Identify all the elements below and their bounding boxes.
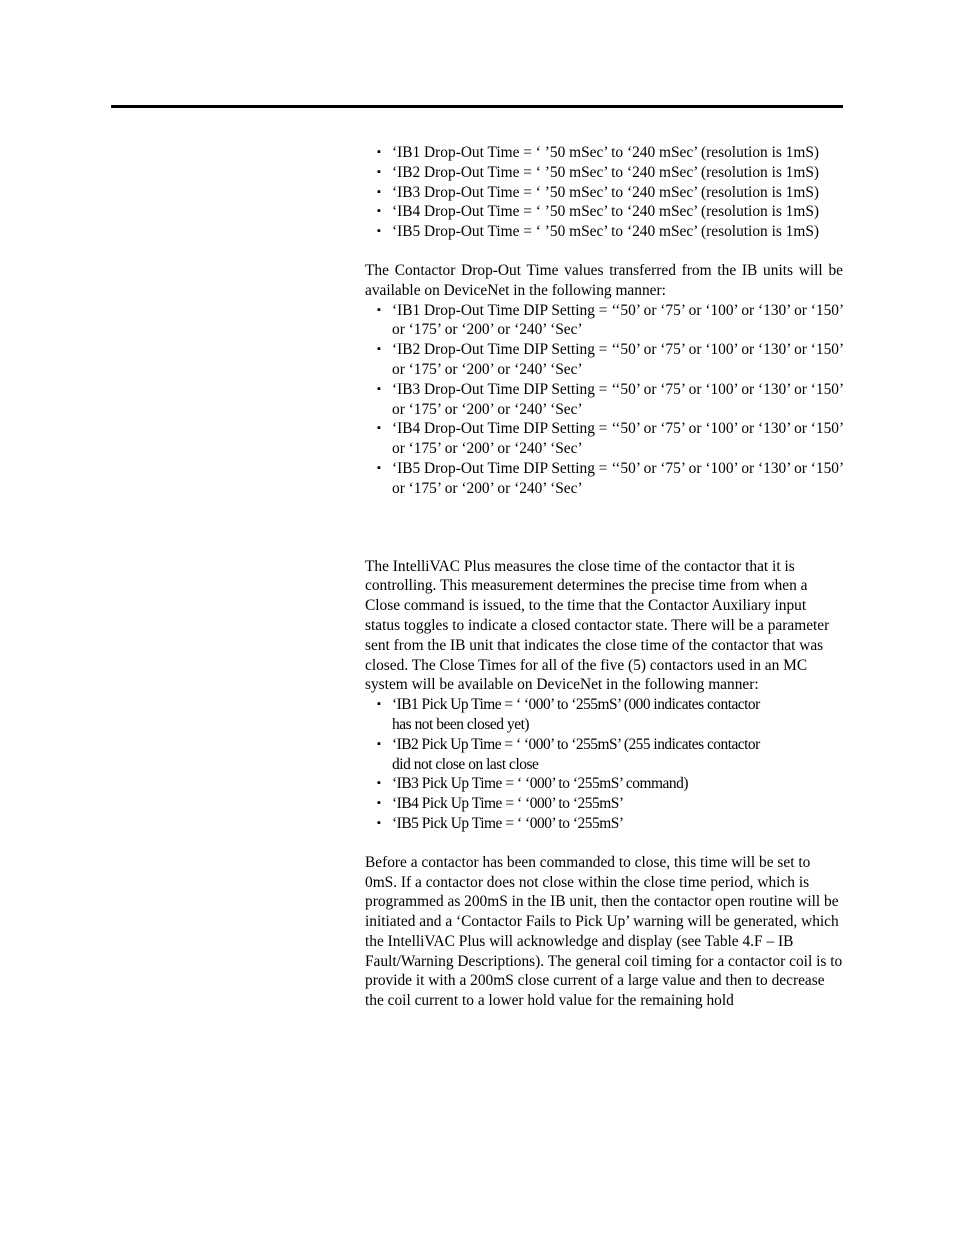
list-item-line: ▪ ‘IB3 Pick Up Time = ‘ ‘000’ to ‘255mS’ command) <box>392 775 689 793</box>
list-item-line: ▪ ‘IB1 Pick Up Time = ‘ ‘000’ to ‘255mS’ (000 indicates contactor <box>392 696 760 714</box>
list-item <box>365 814 843 834</box>
list-item <box>365 735 843 775</box>
paragraph-close-time: The IntelliVAC Plus measures the close time of the contactor that it is controlling. This measurement determines the precise time from when a Close command is issued, to the time that the Contactor Auxiliary input status toggles to indicate a closed contactor state. There will be a parameter sent from the IB unit that indicates the close time of the contactor that was closed. The Close Times for all of the five (5) contactors used in an MC system will be available on DeviceNet in the following manner: <box>365 557 830 694</box>
list-item: ▪ ‘IB4 Drop-Out Time DIP Setting = ‘‘50’ or ‘75’ or ‘100’ or ‘130’ or ‘150’ or ‘175’ or ‘200’ or ‘240’ ‘Sec’ <box>365 419 843 459</box>
page-body <box>365 143 843 1011</box>
list-item: ▪ ‘IB3 Drop-Out Time = ‘ ’50 mSec’ to ‘240 mSec’ (resolution is 1mS) <box>365 183 843 203</box>
list-item <box>365 774 843 794</box>
list-item: ▪ ‘IB1 Drop-Out Time DIP Setting = ‘‘50’ or ‘75’ or ‘100’ or ‘130’ or ‘150’ or ‘175’ or ‘200’ or ‘240’ ‘Sec’ <box>365 301 843 341</box>
paragraph-before-close: Before a contactor has been commanded to close, this time will be set to 0mS. If a contactor does not close within the close time period, which is programmed as 200mS in the IB unit, then the contactor open routine will be initiated and a ‘Contactor Fails to Pick Up’ warning will be generated, which the IntelliVAC Plus will acknowledge and display (see Table 4.F – IB Fault/Warning Descriptions). The general coil timing for a contactor coil is to provide it with a 200mS close current of a large value and then to decrease the coil current to a lower hold value for the remaining hold <box>365 853 843 1010</box>
dropout-time-list <box>365 143 843 242</box>
list-item: ▪ ‘IB2 Drop-Out Time DIP Setting = ‘‘50’ or ‘75’ or ‘100’ or ‘130’ or ‘150’ or ‘175’ or ‘200’ or ‘240’ ‘Sec’ <box>365 340 843 380</box>
list-item <box>365 695 843 735</box>
list-item: ▪ ‘IB2 Drop-Out Time = ‘ ’50 mSec’ to ‘240 mSec’ (resolution is 1mS) <box>365 163 843 183</box>
list-item: ▪ ‘IB1 Drop-Out Time = ‘ ’50 mSec’ to ‘240 mSec’ (resolution is 1mS) <box>365 143 843 163</box>
list-item-line: has not been closed yet) <box>392 715 530 733</box>
list-item-line: did not close on last close <box>392 755 539 773</box>
pickup-time-list <box>365 695 843 834</box>
list-item-line: ▪ ‘IB5 Pick Up Time = ‘ ‘000’ to ‘255mS’ <box>392 814 624 832</box>
list-item: ▪ ‘IB5 Drop-Out Time = ‘ ’50 mSec’ to ‘240 mSec’ (resolution is 1mS) <box>365 222 843 242</box>
list-item-line: ▪ ‘IB4 Pick Up Time = ‘ ‘000’ to ‘255mS’ <box>392 795 624 813</box>
list-item: ▪ ‘IB4 Drop-Out Time = ‘ ’50 mSec’ to ‘240 mSec’ (resolution is 1mS) <box>365 202 843 222</box>
list-item <box>365 794 843 814</box>
paragraph-dropout-values: The Contactor Drop-Out Time values transferred from the IB units will be available on DeviceNet in the following manner: <box>365 261 843 299</box>
dip-setting-list <box>365 301 843 499</box>
list-item: ▪ ‘IB5 Drop-Out Time DIP Setting = ‘‘50’ or ‘75’ or ‘100’ or ‘130’ or ‘150’ or ‘175’ or ‘200’ or ‘240’ ‘Sec’ <box>365 459 843 499</box>
list-item: ▪ ‘IB3 Drop-Out Time DIP Setting = ‘‘50’ or ‘75’ or ‘100’ or ‘130’ or ‘150’ or ‘175’ or ‘200’ or ‘240’ ‘Sec’ <box>365 380 843 420</box>
list-item-line: ▪ ‘IB2 Pick Up Time = ‘ ‘000’ to ‘255mS’ (255 indicates contactor <box>392 735 760 753</box>
header-rule <box>111 105 843 108</box>
